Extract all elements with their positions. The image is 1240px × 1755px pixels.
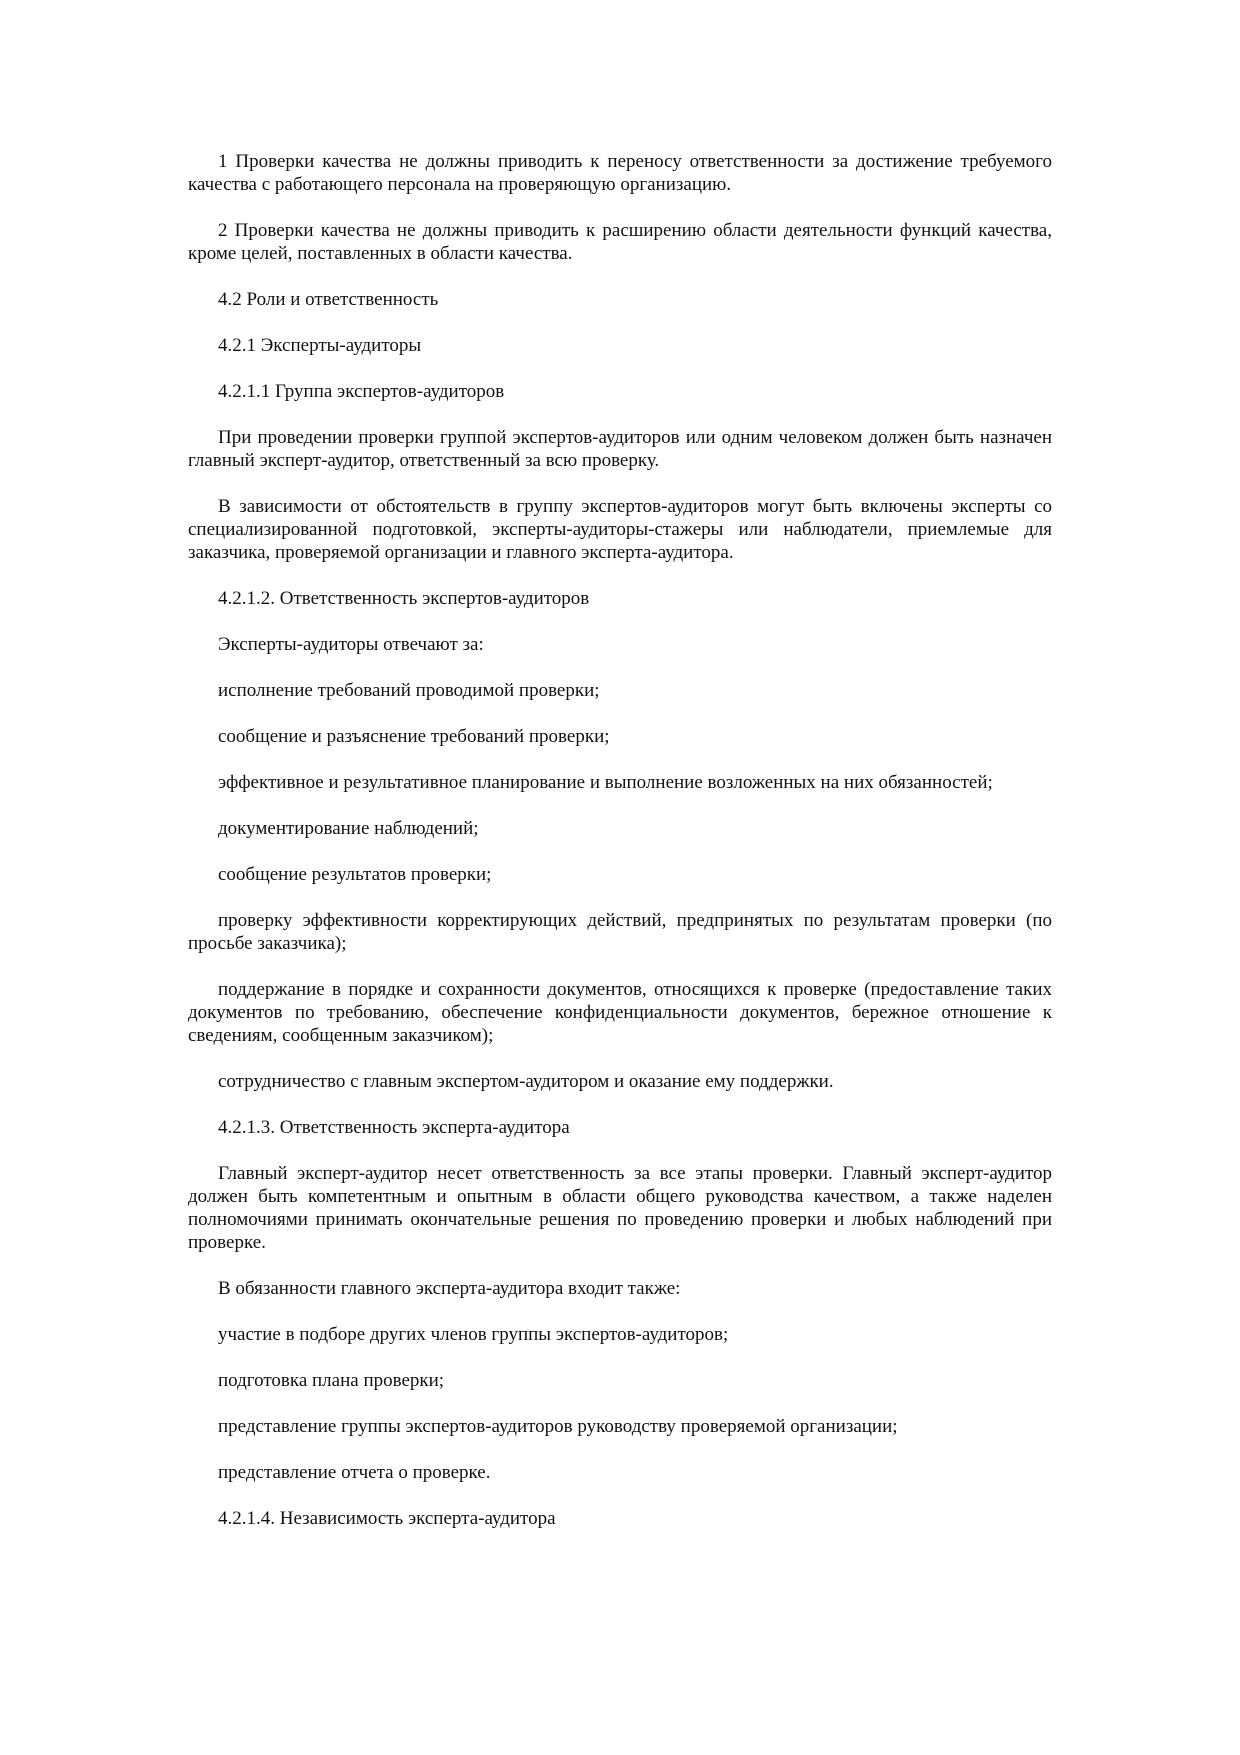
list-item: исполнение требований проводимой проверки;	[218, 680, 600, 701]
list-item: сообщение и разъяснение требований проверки;	[218, 726, 610, 747]
body-paragraph: Главный эксперт-аудитор несет ответственность за все этапы проверки. Главный эксперт-аудитор должен быть компетентным и опытным в области общего руководства качеством, а также наделен полномочиями принимать окончательные решения по проведению проверки и любых наблюдений при проверке.	[188, 1163, 1052, 1253]
section-heading-auditors: 4.2.1 Эксперты-аудиторы	[218, 335, 422, 356]
list-item: эффективное и результативное планирование и выполнение возложенных на них обязанностей;	[218, 772, 993, 793]
list-item: документирование наблюдений;	[218, 818, 479, 839]
section-heading-auditor-team: 4.2.1.1 Группа экспертов-аудиторов	[218, 381, 505, 402]
list-item: сотрудничество с главным экспертом-аудитором и оказание ему поддержки.	[218, 1071, 834, 1092]
list-item: сообщение результатов проверки;	[218, 864, 492, 885]
body-paragraph: Эксперты-аудиторы отвечают за:	[218, 634, 484, 655]
section-heading-auditor-independence: 4.2.1.4. Независимость эксперта-аудитора	[218, 1508, 556, 1529]
note-paragraph-1: 1 Проверки качества не должны приводить к переносу ответственности за достижение требуемого качества с работающего персонала на проверяющую организацию.	[188, 151, 1052, 195]
list-item: представление отчета о проверке.	[218, 1462, 491, 1483]
list-item: подготовка плана проверки;	[218, 1370, 445, 1391]
note-paragraph-2: 2 Проверки качества не должны приводить к расширению области деятельности функций качества, кроме целей, поставленных в области качества.	[188, 220, 1052, 264]
list-item: проверку эффективности корректирующих действий, предпринятых по результатам проверки (по просьбе заказчика);	[188, 910, 1052, 954]
list-item: представление группы экспертов-аудиторов руководству проверяемой организации;	[218, 1416, 898, 1437]
document-page	[188, 150, 1052, 1553]
list-item: участие в подборе других членов группы экспертов-аудиторов;	[218, 1324, 729, 1345]
body-paragraph: В обязанности главного эксперта-аудитора входит также:	[218, 1278, 681, 1299]
body-paragraph: При проведении проверки группой экспертов-аудиторов или одним человеком должен быть назначен главный эксперт-аудитор, ответственный за всю проверку.	[188, 427, 1052, 471]
section-heading-auditor-responsibility: 4.2.1.2. Ответственность экспертов-аудиторов	[218, 588, 590, 609]
body-paragraph: В зависимости от обстоятельств в группу экспертов-аудиторов могут быть включены эксперты со специализированной подготовкой, эксперты-аудиторы-стажеры или наблюдатели, приемлемые для заказчика, проверяемой организации и главного эксперта-аудитора.	[188, 496, 1052, 563]
section-heading-roles: 4.2 Роли и ответственность	[218, 289, 439, 310]
section-heading-lead-auditor-responsibility: 4.2.1.3. Ответственность эксперта-аудитора	[218, 1117, 570, 1138]
list-item: поддержание в порядке и сохранности документов, относящихся к проверке (предоставление таких документов по требованию, обеспечение конфиденциальности документов, бережное отношение к сведениям, сообщенным заказчиком);	[188, 979, 1052, 1046]
